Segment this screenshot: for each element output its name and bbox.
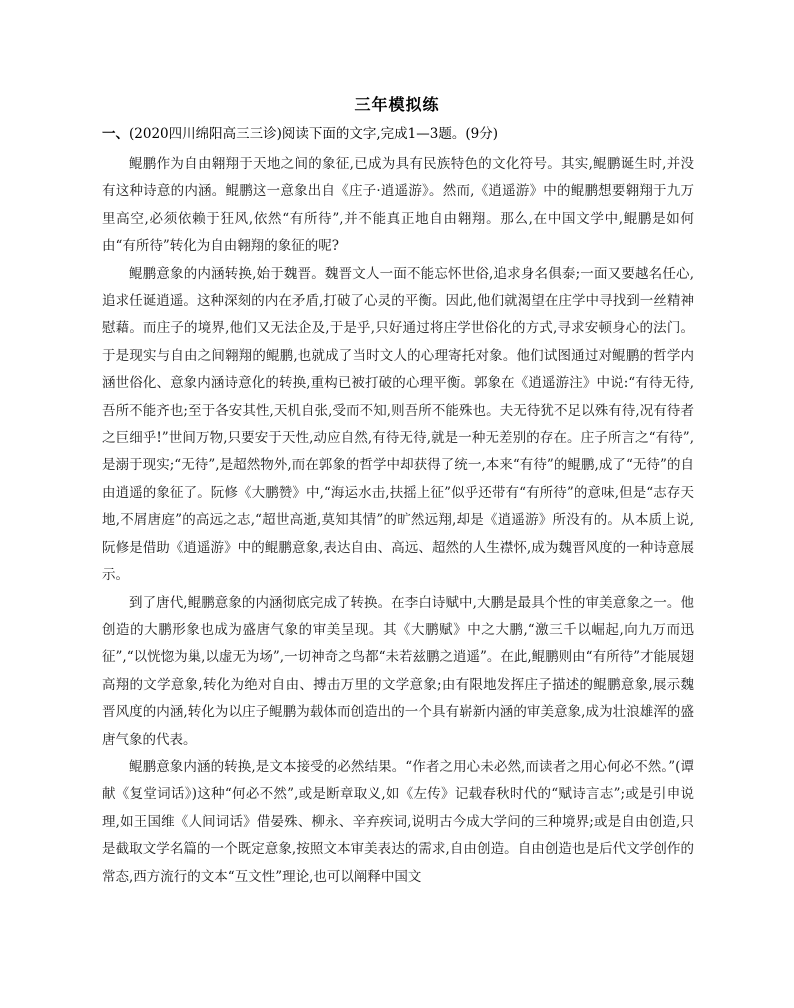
reading-passage: [102, 151, 694, 891]
passage-paragraph-4: 鲲鹏意象内涵的转换,是文本接受的必然结果。“作者之用心未必然,而读者之用心何必不然。”(谭献《复堂词话》)这种“何必不然”,或是断章取义,如《左传》记载春秋时代的“赋诗言志”;或是引申说理,如王国维《人间词话》借晏殊、柳永、辛弃疾词,说明古今成大学问的三种境界;或是自由创造,只是截取文学名篇的一个既定意象,按照文本审美表达的需求,自由创造。自由创造也是后代文学创作的常态,西方流行的文本“互文性”理论,也可以阐释中国文: [102, 758, 694, 885]
passage-paragraph-2: 鲲鹏意象的内涵转换,始于魏晋。魏晋文人一面不能忘怀世俗,追求身名俱泰;一面又要越名任心,追求任诞逍遥。这种深刻的内在矛盾,打破了心灵的平衡。因此,他们就渴望在庄学中寻找到一丝精神慰藉。而庄子的境界,他们又无法企及,于是乎,只好通过将庄学世俗化的方式,寻求安顿身心的法门。于是现实与自由之间翱翔的鲲鹏,也就成了当时文人的心理寄托对象。他们试图通过对鲲鹏的哲学内涵世俗化、意象内涵诗意化的转换,重构已被打破的心理平衡。郭象在《逍遥游注》中说:“有待无待,吾所不能齐也;至于各安其性,天机自张,受而不知,则吾所不能殊也。夫无待犹不足以殊有待,况有待者之巨细乎!”世间万物,只要安于天性,动应自然,有待无待,就是一种无差别的存在。庄子所言之“有待”,是溺于现实;“无待”,是超然物外,而在郭象的哲学中却获得了统一,本来“有待”的鲲鹏,成了“无待”的自由逍遥的象征了。阮修《大鹏赞》中,“海运水击,扶摇上征”似乎还带有“有所待”的意味,但是“志存天地,不屑唐庭”的高远之志,“超世高逝,莫知其情”的旷然远翔,却是《逍遥游》所没有的。从本质上说,阮修是借助《逍遥游》中的鲲鹏意象,表达自由、高远、超然的人生襟怀,成为魏晋风度的一种诗意展示。: [102, 265, 694, 584]
passage-paragraph-1: 鲲鹏作为自由翱翔于天地之间的象征,已成为具有民族特色的文化符号。其实,鲲鹏诞生时,并没有这种诗意的内涵。鲲鹏这一意象出自《庄子·逍遥游》。然而,《逍遥游》中的鲲鹏想要翱翔于九万里高空,必须依赖于狂风,依然“有所待”,并不能真正地自由翱翔。那么,在中国文学中,鲲鹏是如何由“有所待”转化为自由翱翔的象征的呢?: [102, 156, 694, 255]
question-heading: [102, 124, 702, 144]
question-instruction: (2020四川绵阳高三三诊)阅读下面的文字,完成1—3题。(9分): [129, 126, 498, 142]
passage-paragraph-3: 到了唐代,鲲鹏意象的内涵彻底完成了转换。在李白诗赋中,大鹏是最具个性的审美意象之一。他创造的大鹏形象也成为盛唐气象的审美呈现。其《大鹏赋》中之大鹏,“激三千以崛起,向九万而迅征”,“以恍惚为巢,以虚无为场”,一切神奇之鸟都“未若兹鹏之逍遥”。在此,鲲鹏则由“有所待”才能展翅高翔的文学意象,转化为绝对自由、搏击万里的文学意象;由有限地发挥庄子描述的鲲鹏意象,展示魏晋风度的内涵,转化为以庄子鲲鹏为载体而创造出的一个具有崭新内涵的审美意象,成为壮浪雄浑的盛唐气象的代表。: [102, 594, 694, 748]
question-number: 一、: [102, 126, 129, 142]
page-title: 三年模拟练: [354, 95, 440, 114]
